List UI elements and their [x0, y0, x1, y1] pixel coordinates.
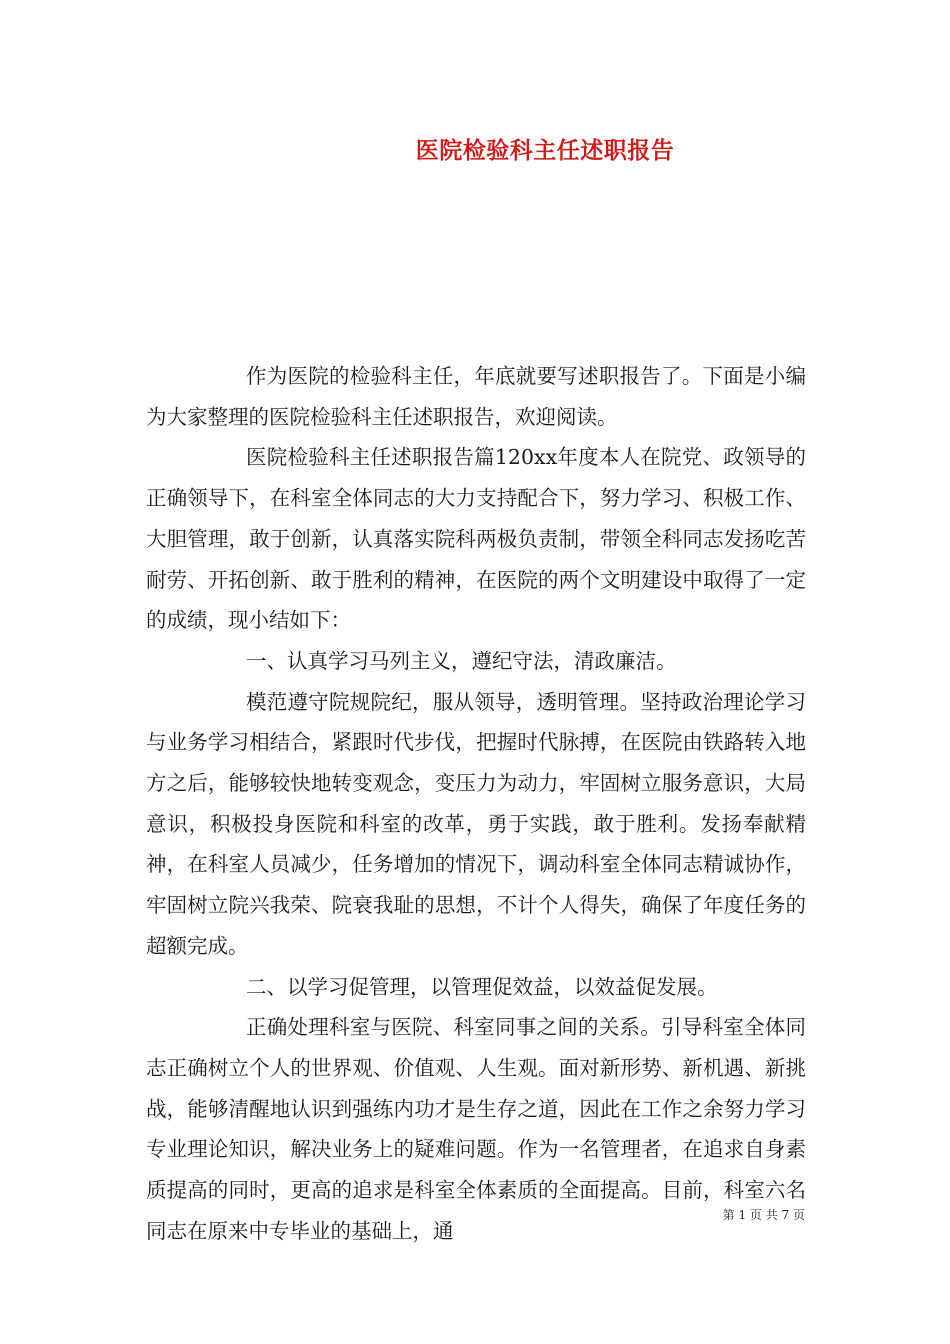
paragraph-intro: 作为医院的检验科主任，年底就要写述职报告了。下面是小编为大家整理的医院检验科主任述职报告，欢迎阅读。 [146, 364, 806, 429]
document-body [146, 356, 806, 1251]
document-title: 医院检验科主任述职报告 [415, 137, 675, 164]
section-heading-2: 二、以学习促管理，以管理促效益，以效益促发展。 [246, 974, 718, 999]
section-heading-1: 一、认真学习马列主义，遵纪守法，清政廉洁。 [246, 648, 677, 673]
paragraph-section-1: 模范遵守院规院纪，服从领导，透明管理。坚持政治理论学习与业务学习相结合，紧跟时代步伐，把握时代脉搏，在医院由铁路转入地方之后，能够较快地转变观念，变压力为动力，牢固树立服务意识，大局意识，积极投身医院和科室的改革，勇于实践，敢于胜利。发扬奉献精神，在科室人员减少，任务增加的情况下，调动科室全体同志精诚协作，牢固树立院兴我荣、院衰我耻的思想，不计个人得失，确保了年度任务的超额完成。 [146, 689, 806, 958]
paragraph-section-2: 正确处理科室与医院、科室同事之间的关系。引导科室全体同志正确树立个人的世界观、价值观、人生观。面对新形势、新机遇、新挑战，能够清醒地认识到强练内功才是生存之道，因此在工作之余努力学习专业理论知识，解决业务上的疑难问题。作为一名管理者，在追求自身素质提高的同时，更高的追求是科室全体素质的全面提高。目前，科室六名同志在原来中专毕业的基础上，通 [146, 1015, 806, 1243]
page-number: 第 1 页 共 7 页 [722, 1208, 805, 1222]
paragraph-overview: 医院检验科主任述职报告篇120xx年度本人在院党、政领导的正确领导下，在科室全体同志的大力支持配合下，努力学习、积极工作、大胆管理，敢于创新，认真落实院科两极负责制，带领全科同志发扬吃苦耐劳、开拓创新、敢于胜利的精神，在医院的两个文明建设中取得了一定的成绩，现小结如下： [146, 445, 806, 633]
